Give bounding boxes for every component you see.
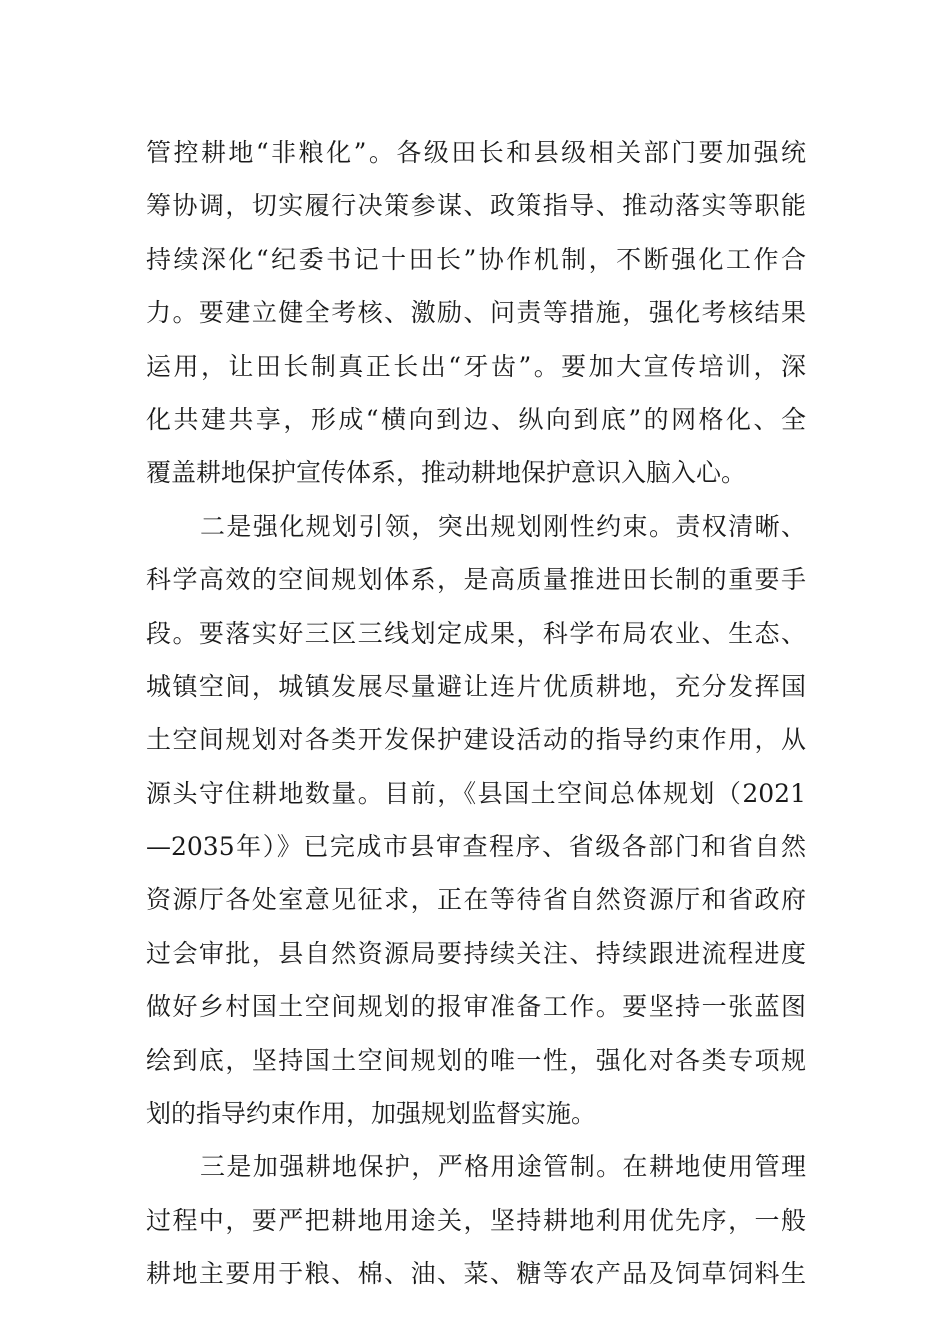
text-line: 持续深化“纪委书记十田长”协作机制，不断强化工作合 bbox=[146, 244, 806, 274]
text-line: 土空间规划对各类开发保护建设活动的指导约束作用，从 bbox=[146, 725, 806, 755]
text-line: 耕地主要用于粮、棉、油、菜、糖等农产品及饲草饲料生 bbox=[146, 1259, 806, 1289]
text-line: 化共建共享，形成“横向到边、纵向到底”的网格化、全 bbox=[146, 404, 806, 434]
text-line: 三是加强耕地保护，严格用途管制。在耕地使用管理 bbox=[200, 1152, 806, 1182]
text-line: 科学高效的空间规划体系，是高质量推进田长制的重要手 bbox=[146, 565, 806, 595]
text-line: —2035年）》已完成市县审查程序、省级各部门和省自然 bbox=[146, 832, 806, 862]
text-line: 段。要落实好三区三线划定成果，科学布局农业、生态、 bbox=[146, 618, 806, 648]
text-line: 源头守住耕地数量。目前，《县国土空间总体规划（2021 bbox=[146, 778, 806, 808]
text-line: 运用，让田长制真正长出“牙齿”。要加大宣传培训，深 bbox=[146, 351, 806, 381]
text-line: 做好乡村国土空间规划的报审准备工作。要坚持一张蓝图 bbox=[146, 992, 806, 1022]
text-line: 资源厅各处室意见征求，正在等待省自然资源厅和省政府 bbox=[146, 885, 806, 915]
document-body bbox=[146, 126, 806, 1301]
text-line: 城镇空间，城镇发展尽量避让连片优质耕地，充分发挥国 bbox=[146, 671, 806, 701]
text-line: 管控耕地“非粮化”。各级田长和县级相关部门要加强统 bbox=[146, 138, 806, 167]
text-line: 覆盖耕地保护宣传体系，推动耕地保护意识入脑入心。 bbox=[146, 458, 747, 488]
text-line: 过会审批，县自然资源局要持续关注、持续跟进流程进度 bbox=[146, 938, 806, 968]
text-line: 筹协调，切实履行决策参谋、政策指导、推动落实等职能 bbox=[146, 191, 806, 221]
text-line: 绘到底，坚持国土空间规划的唯一性，强化对各类专项规 bbox=[146, 1045, 806, 1075]
text-line: 力。要建立健全考核、激励、问责等措施，强化考核结果 bbox=[146, 298, 806, 328]
text-line: 二是强化规划引领，突出规划刚性约束。责权清晰、 bbox=[200, 511, 806, 541]
text-line: 过程中，要严把耕地用途关，坚持耕地利用优先序，一般 bbox=[146, 1205, 806, 1235]
text-line: 划的指导约束作用，加强规划监督实施。 bbox=[146, 1099, 597, 1129]
